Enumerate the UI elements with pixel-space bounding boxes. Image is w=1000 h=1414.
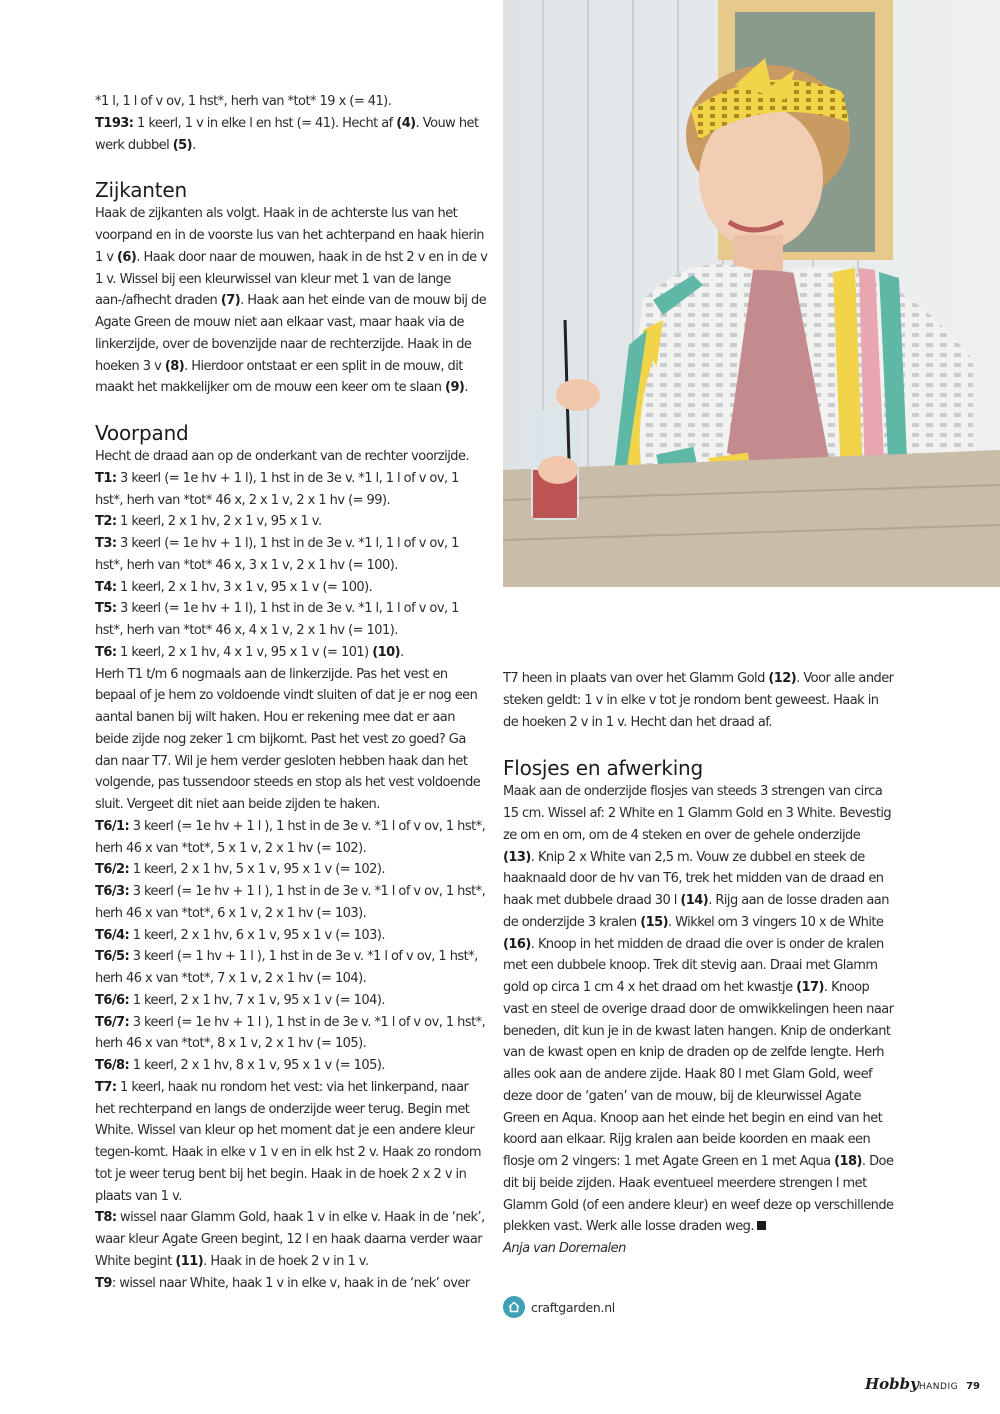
emphasis-text: (5) [172, 137, 193, 153]
emphasis-text: (6) [117, 249, 137, 265]
text-run: Herh T1 t/m 6 nogmaals aan de linkerzijde. Pas het vest en bepaal of je hem zo voldoende vindt sluiten of dat je er nog een aantal banen bij wilt haken. Hou er rekening mee dat er aan beide zijde nog zeker 1 cm bijkomt. Past het vest zo goed? Ga dan naar T7. Wil je hem verder gesloten hebben haak dan het volgende, pas tussendoor steeds en stop als het vest voldoende sluit. Vergeet dit niet aan beide zijden te haken. [95, 666, 481, 812]
page-number: 79 [966, 1381, 980, 1392]
text-run: 1 keerl, 2 x 1 hv, 3 x 1 v, 95 x 1 v (= 100). [116, 579, 373, 595]
hand [538, 456, 578, 484]
magazine-logo: HobbyHANDIG [864, 1375, 959, 1393]
paragraph [503, 781, 895, 1238]
emphasis-text: T2: [95, 514, 117, 530]
emphasis-text: T9 [95, 1275, 112, 1291]
emphasis-text: T1: [95, 470, 117, 486]
text-run: 1 keerl, 2 x 1 hv, 2 x 1 v, 95 x 1 v. [116, 514, 322, 530]
emphasis-text: (14) [680, 893, 709, 908]
paragraph-list [95, 446, 490, 1294]
text-run: 3 keerl (= 1e hv + 1 l ), 1 hst in de 3e v. *1 l of v ov, 1 hst*, herh 46 x van *tot*, 8 x 1 v, 2 x 1 hv (= 105). [95, 1014, 486, 1052]
text-run: 1 keerl, 1 v in elke l en hst (= 41). Hecht af [133, 115, 397, 131]
emphasis-text: T3: [95, 536, 117, 551]
pattern-row [95, 446, 490, 468]
author-credit: Anja van Doremalen [503, 1241, 626, 1256]
emphasis-text: (15) [640, 914, 668, 930]
emphasis-text: T4: [95, 579, 117, 595]
emphasis-text: T6: [95, 644, 117, 660]
text-run: 3 keerl (= 1e hv + 1 l ), 1 hst in de 3e v. *1 l of v ov, 1 hst*, herh 46 x van *tot*, 5 x 1 v, 2 x 1 hv (= 102). [95, 818, 486, 856]
section-heading: Zijkanten [95, 178, 187, 203]
pattern-row [95, 1077, 490, 1208]
emphasis-text: T8: [95, 1210, 117, 1226]
text-run: . [400, 644, 404, 660]
text-run: . [464, 380, 468, 396]
text-run: . Doe dit bij beide zijden. Haak eventueel meerdere strengen l met Glamm Gold (of een andere kleur) en weef deze op verschillende plekken vast. Werk alle losse draden weg. [503, 1154, 894, 1235]
website-link[interactable] [503, 1296, 615, 1318]
text-run: . [192, 137, 196, 153]
paragraph [95, 203, 490, 399]
text-run: Haak de zijkanten als volgt. Haak in de achterste lus van het voorpand en in de voorste lus van het achterpand en haak hierin 1 v [95, 206, 484, 265]
emphasis-text: (12) [768, 671, 797, 686]
right-column [503, 668, 895, 1260]
text-run: . Rijg aan de losse draden aan de onderzijde 3 kralen [503, 893, 889, 930]
text-run: 3 keerl (= 1e hv + 1 l), 1 hst in de 3e v. *1 l, 1 l of v ov, 1 hst*, herh van *tot* 46 x, 2 x 1 v, 2 x 1 hv (= 99). [95, 470, 459, 508]
text-run: . Haak door naar de mouwen, haak in de hst 2 v en in de v 1 v. Wissel bij een kleurwissel van kleur met 1 van de lange aan-/afhecht draden [95, 249, 488, 309]
intro-section [95, 91, 490, 156]
text-run: Maak aan de onderzijde flosjes van steeds 3 strengen van circa 15 cm. Wissel af: 2 White en 1 Glamm Gold en 3 White. Bevestig ze om en om, om de 4 steken en over de gehele onderzijde [503, 784, 892, 843]
emphasis-text: T6/6: [95, 992, 130, 1008]
text-run: 1 keerl, 2 x 1 hv, 7 x 1 v, 95 x 1 v (= 104). [129, 992, 385, 1008]
text-run: 3 keerl (= 1e hv + 1 l ), 1 hst in de 3e v. *1 l of v ov, 1 hst*, herh 46 x van *tot*, 6 x 1 v, 2 x 1 hv (= 103). [95, 884, 486, 921]
paragraph [503, 668, 895, 733]
emphasis-text: (7) [220, 293, 241, 309]
emphasis-text: (18) [834, 1154, 862, 1169]
section-zijkanten [95, 177, 490, 399]
text-run: 1 keerl, 2 x 1 hv, 5 x 1 v, 95 x 1 v (= 102). [129, 862, 385, 878]
text-run: 3 keerl (= 1e hv + 1 l), 1 hst in de 3e v. *1 l, 1 l of v ov, 1 hst*, herh van *tot* 46 x, 3 x 1 v, 2 x 1 hv (= 100). [95, 536, 459, 573]
pattern-row [95, 990, 490, 1012]
emphasis-text: T7: [95, 1079, 117, 1095]
text-run: *1 l, 1 l of v ov, 1 hst*, herh van *tot* 19 x (= 41). [95, 94, 392, 109]
home-icon [503, 1296, 525, 1318]
pattern-row [95, 468, 490, 512]
text-run: 3 keerl (= 1 hv + 1 l ), 1 hst in de 3e v. *1 l of v ov, 1 hst*, herh 46 x van *tot*, 7 x 1 v, 2 x 1 hv (= 104). [95, 949, 478, 986]
emphasis-text: T6/7: [95, 1014, 130, 1030]
text-run: T7 heen in plaats van over het Glamm Gold [503, 671, 769, 686]
emphasis-text: T6/3: [95, 884, 130, 899]
text-run: . Hierdoor ontstaat er een split in de mouw, dit maakt het makkelijker om de mouw een keer om te slaan [95, 358, 463, 396]
text-run: . Knoop in het midden de draad die over is onder de kralen met een dubbele knoop. Trek dit stevig aan. Draai met Glamm gold op circa 1 cm 4 x het draad om het kwastje [503, 936, 884, 995]
emphasis-text: T6/1: [95, 818, 130, 834]
text-run: Hecht de draad aan op de onderkant van de rechter voorzijde. [95, 449, 470, 464]
text-run: . Haak aan het einde van de mouw bij de Agate Green de mouw niet aan elkaar vast, maar haak via de linkerzijde, over de bovenzijde naar de rechterzijde. Haak in de hoeken 3 v [95, 293, 487, 374]
pattern-row [95, 598, 490, 642]
emphasis-text: (4) [396, 115, 416, 131]
website-url[interactable]: craftgarden.nl [531, 1299, 615, 1315]
pattern-row [95, 511, 490, 533]
pattern-row [95, 577, 490, 599]
emphasis-text: T6/2: [95, 862, 130, 878]
emphasis-text: T6/5: [95, 949, 130, 965]
emphasis-text: T6/4: [95, 927, 130, 943]
text-run: . Knip 2 x White van 2,5 m. Vouw ze dubbel en steek de haaknaald door de hv van T6, trek het midden van de draad en haak met dubbele draad 30 l [503, 849, 884, 908]
pattern-row [95, 1207, 490, 1272]
emphasis-text: (16) [503, 936, 531, 952]
model-photo [503, 0, 1000, 587]
pattern-row [95, 1055, 490, 1077]
text-run: wissel naar Glamm Gold, haak 1 v in elke v. Haak in de ‘nek’, waar kleur Agate Green begint, 12 l en haak daarna verder waar White begint [95, 1210, 485, 1269]
pattern-row [95, 533, 490, 577]
emphasis-text: (17) [796, 980, 824, 995]
pattern-row [95, 816, 490, 860]
hand [556, 379, 600, 411]
emphasis-text: T193: [95, 115, 134, 131]
page-footer [865, 1374, 980, 1393]
pattern-row [95, 859, 490, 881]
emphasis-text: (11) [175, 1253, 204, 1269]
emphasis-text: (8) [164, 358, 185, 374]
text-run: . Knoop vast en steel de overige draad door de omwikkelingen heen naar beneden, dit kun je in de kwast laten hangen. Knip de onderkant van de kwast open en knip de draden op de zelfde lengte. Herh alles ook aan de andere zijde. Haak 80 l met Glam Gold, weef deze door de ‘gaten’ van de mouw, bij de kleurwissel Agate Green en Aqua. Knoop aan het einde het begin en eind van het koord aan elkaar. Rijg kralen aan beide koorden en maak een flosje om 2 vingers: 1 met Agate Green en 1 met Aqua [503, 980, 894, 1169]
text-run: 1 keerl, 2 x 1 hv, 4 x 1 v, 95 x 1 v (= 101) [116, 644, 373, 660]
pattern-row [95, 113, 490, 157]
text-run: . Haak in de hoek 2 v in 1 v. [203, 1253, 369, 1269]
pattern-row [95, 881, 490, 925]
text-run: . Voor alle ander steken geldt: 1 v in elke v tot je rondom bent geweest. Haak in de hoeken 2 v in 1 v. Hecht dan het draad af. [503, 671, 894, 730]
text-run: 3 keerl (= 1e hv + 1 l), 1 hst in de 3e v. *1 l, 1 l of v ov, 1 hst*, herh van *tot* 46 x, 4 x 1 v, 2 x 1 hv (= 101). [95, 601, 459, 638]
pattern-row [95, 664, 490, 816]
section-heading: Flosjes en afwerking [503, 756, 704, 781]
end-mark [757, 1221, 766, 1230]
left-column [95, 91, 490, 1294]
text-run: 1 keerl, haak nu rondom het vest: via het linkerpand, naar het rechterpand en langs de onderzijde weer terug. Begin met White. Wissel van kleur op het moment dat je een andere kleur tegen-komt. Haak in elke v 1 v en in elk hst 2 v. Haak zo rondom tot je weer terug bent bij het begin. Haak in de hoek 2 x 2 v in plaats van 1 v. [95, 1079, 481, 1204]
emphasis-text: (10) [372, 644, 401, 660]
text-run: 1 keerl, 2 x 1 hv, 8 x 1 v, 95 x 1 v (= 105). [129, 1058, 385, 1073]
text-run: : wissel naar White, haak 1 v in elke v, haak in de ‘nek’ over [111, 1275, 470, 1291]
text-run: . Vouw het werk dubbel [95, 115, 479, 153]
emphasis-text: T5: [95, 601, 117, 617]
pattern-row [95, 1273, 490, 1295]
pattern-row [95, 1012, 490, 1056]
emphasis-text: (13) [503, 849, 531, 865]
emphasis-text: T6/8: [95, 1058, 130, 1073]
section-voorpand [95, 420, 490, 1294]
section-heading: Voorpand [95, 421, 189, 445]
pattern-row [95, 642, 490, 664]
text-run: 1 keerl, 2 x 1 hv, 6 x 1 v, 95 x 1 v (= 103). [129, 927, 385, 943]
section-flosjes [503, 755, 895, 1260]
pattern-row [95, 925, 490, 947]
text-run: . Wikkel om 3 vingers 10 x de White [667, 914, 884, 930]
pattern-row [95, 946, 490, 990]
emphasis-text: (9) [445, 380, 465, 396]
pattern-row [95, 91, 490, 113]
